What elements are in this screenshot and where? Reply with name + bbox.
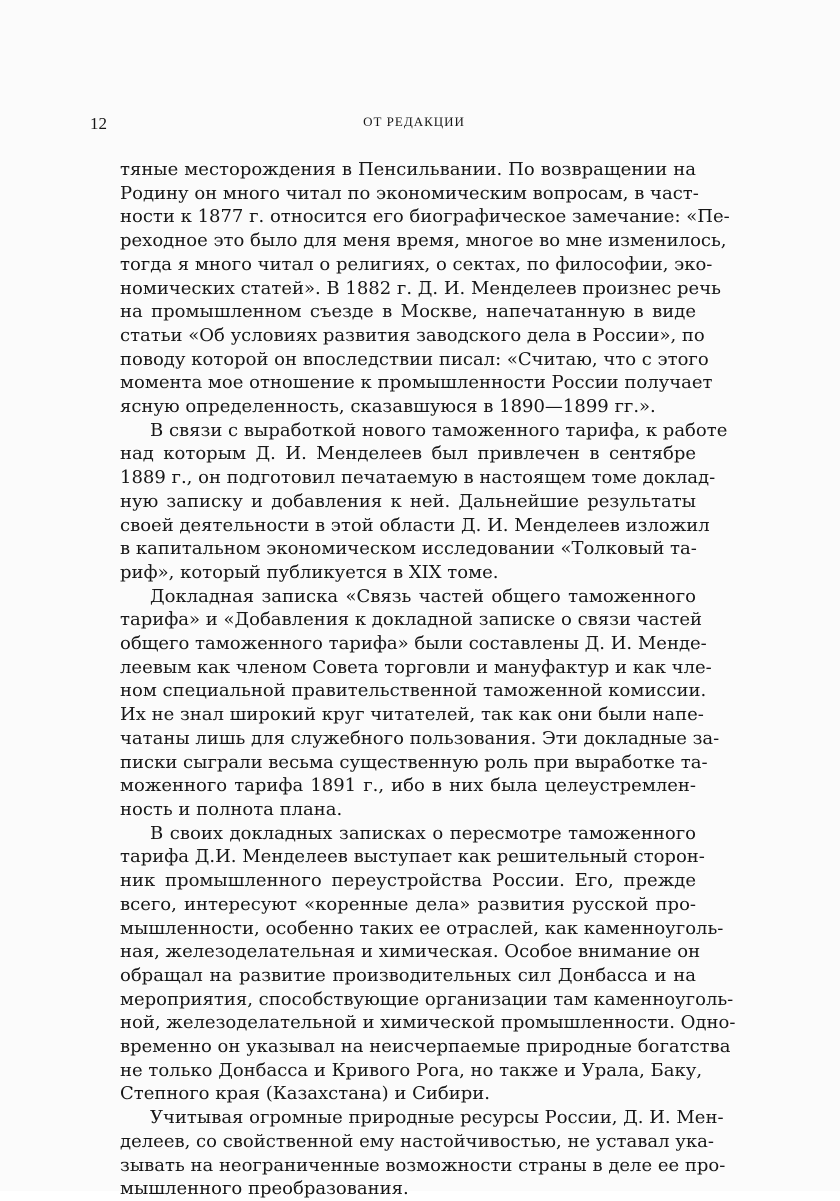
page-number: 12 (90, 114, 107, 133)
text-line: Их не знал широкий круг читателей, так как они были напе- (120, 704, 704, 726)
paragraph (120, 822, 736, 1106)
text-line: реходное это было для меня время, многое во мне изменилось, (120, 230, 727, 252)
text-line: писки сыграли весьма существенную роль при выработке та- (120, 751, 708, 773)
text-line: поводу которой он впоследствии писал: «Считаю, что с этого (120, 348, 709, 370)
text-line: леевым как членом Совета торговли и мануфактур и как чле- (120, 656, 712, 678)
text-line: ность и полнота плана. (120, 798, 343, 820)
text-line: общего таможенного тарифа» были составлены Д. И. Менде- (120, 633, 707, 655)
paragraph (120, 585, 720, 822)
text-line: В своих докладных записках о пересмотре таможенного (150, 822, 696, 844)
text-line: 1889 г., он подготовил печатаемую в настоящем томе доклад- (120, 467, 716, 489)
text-line: номических статей». В 1882 г. Д. И. Менделеев произнес речь (120, 277, 721, 299)
body-text (120, 158, 736, 1201)
text-line: Родину он много читал по экономическим вопросам, в част- (120, 182, 699, 204)
text-line: Докладная записка «Связь частей общего таможенного (150, 585, 696, 607)
text-line: ник промышленного переустройства России. Его, прежде (120, 870, 696, 892)
text-line: на промышленном съезде в Москве, напечатанную в виде (120, 301, 696, 323)
text-line: ном специальной правительственной таможенной комиссии. (120, 680, 707, 702)
text-line: моженного тарифа 1891 г., ибо в них была целеустремлен- (120, 775, 696, 797)
text-line: своей деятельности в этой области Д. И. Менделеев изложил (120, 514, 710, 536)
text-line: в капитальном экономическом исследовании «Толковый та- (120, 538, 697, 560)
text-line: момента мое отношение к промышленности России получает (120, 372, 713, 394)
text-line: мышленного преобразования. (120, 1178, 409, 1200)
text-line: над которым Д. И. Менделеев был привлечен в сентябре (120, 443, 696, 465)
text-line: риф», который публикуется в XIX томе. (120, 561, 499, 583)
text-line: мышленности, особенно таких ее отраслей, как каменноуголь- (120, 917, 724, 939)
text-line: тарифа» и «Добавления к докладной записке о связи частей (120, 609, 703, 631)
text-line: Степного края (Казахстана) и Сибири. (120, 1083, 490, 1105)
text-line: тяные месторождения в Пенсильвании. По возвращении на (120, 159, 696, 180)
text-line: Учитывая огромные природные ресурсы России, Д. И. Мен- (150, 1107, 724, 1129)
text-line: делеев, со свойственной ему настойчивостью, не уставал ука- (120, 1130, 714, 1152)
text-line: обращал на развитие производительных сил Донбасса и на (120, 964, 696, 986)
text-line: ная, железоделательная и химическая. Особое внимание он (120, 941, 701, 963)
text-line: В связи с выработкой нового таможенного тарифа, к работе (150, 419, 728, 441)
page-header (90, 114, 738, 138)
text-line: статьи «Об условиях развития заводского дела в России», по (120, 324, 705, 346)
text-line: всего, интересуют «коренные дела» развития русской про- (120, 893, 696, 915)
text-line: ную записку и добавления к ней. Дальнейшие результаты (120, 490, 696, 512)
text-line: тарифа Д.И. Менделеев выступает как решительный сторон- (120, 846, 705, 868)
text-line: мероприятия, способствующие организации там каменноуголь- (120, 988, 734, 1010)
text-line: не только Донбасса и Кривого Рога, но также и Урала, Баку, (120, 1059, 703, 1081)
paragraph (120, 1106, 726, 1201)
paragraph (120, 419, 728, 585)
text-line: чатаны лишь для служебного пользования. Эти докладные за- (120, 727, 720, 749)
paragraph (120, 158, 730, 419)
text-line: тогда я много читал о религиях, о сектах, по философии, эко- (120, 253, 713, 275)
text-line: зывать на неограниченные возможности страны в деле ее про- (120, 1154, 726, 1176)
text-line: ности к 1877 г. относится его биографическое замечание: «Пе- (120, 206, 730, 228)
running-title: ОТ РЕДАКЦИИ (363, 114, 465, 129)
text-line: временно он указывал на неисчерпаемые природные богатства (120, 1036, 731, 1058)
text-line: ясную определенность, сказавшуюся в 1890—1899 гг.». (120, 396, 656, 418)
text-line: ной, железоделательной и химической промышленности. Одно- (120, 1012, 736, 1034)
